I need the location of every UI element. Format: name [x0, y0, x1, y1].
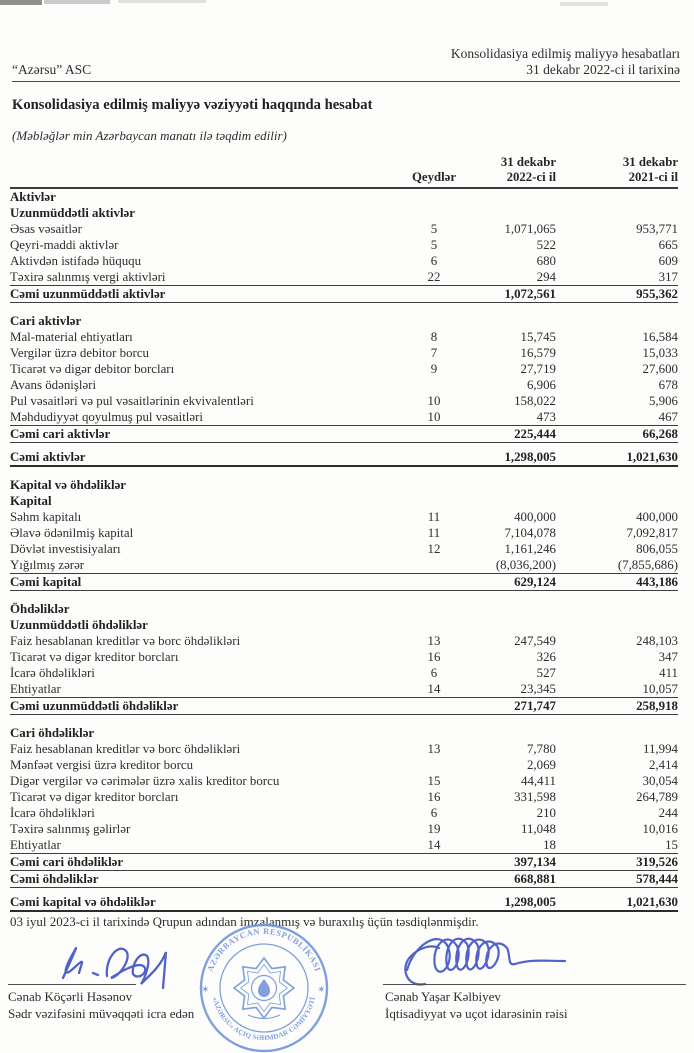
row-value-2022: 11,048 — [521, 822, 556, 836]
year-2021-column-header: 31 dekabr 2021-ci il — [622, 155, 678, 184]
row-value-2022: 271,747 — [514, 699, 556, 713]
row-label: İcarə öhdəlikləri — [10, 806, 95, 820]
row-value-2022: 23,345 — [520, 682, 556, 696]
row-value-2022: (8,036,200) — [495, 558, 556, 572]
table-row — [10, 541, 678, 557]
report-name: Konsolidasiya edilmiş maliyyə hesabatları — [450, 46, 680, 61]
report-header-right — [451, 46, 680, 78]
row-value-2021: 1,021,630 — [626, 895, 678, 909]
row-value-2021: 443,186 — [636, 575, 678, 589]
table-row — [10, 269, 678, 286]
row-value-2022: 1,161,246 — [504, 542, 556, 556]
row-note — [402, 698, 466, 714]
table-row — [10, 345, 678, 361]
signer-right — [385, 988, 568, 1022]
row-label: Cəmi uzunmüddətli aktivlər — [10, 287, 166, 301]
row-note — [402, 854, 466, 870]
row-label: Cəmi kapital və öhdəliklər — [10, 895, 156, 909]
row-note: 19 — [427, 822, 441, 836]
row-value-2021: 16,584 — [642, 330, 678, 344]
row-value-2021 — [556, 313, 678, 329]
row-value-2022 — [466, 313, 556, 329]
row-label: Ehtiyatlar — [10, 838, 61, 852]
row-value-2022 — [466, 205, 556, 221]
row-value-2021: 27,600 — [642, 362, 678, 376]
units-note: (Məbləğlər min Azərbaycan manatı ilə təqdim edilir) — [12, 128, 287, 143]
year-2022-column-header: 31 dekabr 2022-ci il — [500, 155, 556, 184]
row-label: Kapital — [10, 494, 52, 508]
row-value-2021 — [556, 493, 678, 509]
row-label: Dövlət investisiyaları — [10, 542, 121, 556]
row-note: 11 — [427, 510, 441, 524]
table-row — [10, 189, 678, 205]
row-note: 5 — [430, 238, 438, 252]
row-value-2021: 347 — [658, 650, 678, 664]
row-value-2022 — [466, 493, 556, 509]
row-label: Əlavə ödənilmiş kapital — [10, 526, 134, 540]
row-value-2021: 665 — [658, 238, 678, 252]
row-label: Qeyri-maddi aktivlər — [10, 238, 119, 252]
table-row — [10, 633, 678, 649]
row-value-2022: 16,579 — [520, 346, 556, 360]
company-name: “Azərsu” ASC — [12, 62, 92, 77]
approval-note: 03 iyul 2023-ci il tarixində Qrupun adından imzalanmış və buraxılış üçün təsdiqlənmişdir. — [10, 914, 479, 929]
table-row — [10, 789, 678, 805]
row-note — [402, 574, 466, 590]
row-note: 8 — [430, 330, 438, 344]
row-note — [402, 189, 466, 205]
row-value-2021 — [556, 189, 678, 205]
row-label: Uzunmüddətli aktivlər — [10, 206, 135, 220]
row-note — [402, 493, 466, 509]
row-label: Cari öhdəliklər — [10, 726, 95, 740]
row-value-2021: 467 — [658, 410, 678, 424]
table-row — [10, 509, 678, 525]
row-value-2022: 473 — [536, 410, 556, 424]
row-note — [402, 477, 466, 493]
table-spacer — [10, 467, 678, 477]
row-value-2021 — [556, 477, 678, 493]
row-value-2022: 326 — [536, 650, 556, 664]
row-label: Faiz hesablanan kreditlər və borc öhdəlikləri — [10, 742, 241, 756]
row-note — [402, 286, 466, 302]
row-note — [402, 894, 466, 910]
row-value-2022: 7,104,078 — [504, 526, 556, 540]
row-label: Əsas vəsaitlər — [10, 222, 82, 236]
row-value-2022 — [466, 601, 556, 617]
row-note: 9 — [430, 362, 438, 376]
row-value-2022: 1,298,005 — [504, 450, 556, 464]
row-value-2022: 400,000 — [514, 510, 556, 524]
stamp-separator-right: ✶ — [318, 985, 325, 994]
row-label: Yığılmış zərər — [10, 558, 85, 572]
row-value-2022: 7,780 — [526, 742, 556, 756]
table-row — [10, 821, 678, 837]
signature-line — [383, 984, 686, 985]
row-value-2021: 319,526 — [636, 855, 678, 869]
row-value-2021: 578,444 — [636, 872, 678, 886]
scan-artifact — [0, 0, 42, 5]
row-label: Mənfəət vergisi üzrə kreditor borcu — [10, 758, 194, 772]
row-value-2021: 7,092,817 — [626, 526, 678, 540]
official-stamp-icon — [198, 922, 330, 1053]
row-note: 10 — [427, 394, 441, 408]
report-date: 31 dekabr 2022-ci il tarixinə — [526, 62, 680, 77]
row-label: İcarə öhdəlikləri — [10, 666, 95, 680]
stamp-text-top: AZƏRBAYCAN RESPUBLİKASI — [205, 926, 323, 973]
row-value-2021: 609 — [658, 254, 678, 268]
scan-artifact — [118, 0, 206, 3]
table-row — [10, 361, 678, 377]
table-header — [10, 155, 678, 189]
table-spacer — [10, 591, 678, 601]
stamp-text-bottom: «AZƏRSU» AÇIQ SƏHMDAR CƏMİYYƏTİ — [210, 996, 318, 1043]
table-row — [10, 601, 678, 617]
signer-name: Cənab Yaşar Kəlbiyev — [385, 989, 501, 1004]
statement-title: Konsolidasiya edilmiş maliyyə vəziyyəti haqqında hesabat — [12, 97, 373, 113]
row-value-2021: 317 — [658, 270, 678, 284]
row-label: Cəmi cari aktivlər — [10, 427, 111, 441]
row-label: Cəmi uzunmüddətli öhdəliklər — [10, 699, 179, 713]
table-row — [10, 805, 678, 821]
row-label: Kapital və öhdəliklər — [10, 478, 127, 492]
row-note — [402, 617, 466, 633]
scan-artifact — [44, 0, 110, 4]
table-row — [10, 837, 678, 854]
row-note: 6 — [430, 254, 438, 268]
row-label: Avans ödənişləri — [10, 378, 97, 392]
row-value-2021: 953,771 — [636, 222, 678, 236]
row-value-2022: 247,549 — [514, 634, 556, 648]
row-note: 11 — [427, 526, 441, 540]
row-value-2022: 1,071,065 — [504, 222, 556, 236]
row-value-2021: 10,016 — [642, 822, 678, 836]
row-label: Cəmi aktivlər — [10, 450, 86, 464]
row-value-2021 — [556, 601, 678, 617]
row-note: 6 — [430, 806, 438, 820]
row-value-2021: 30,054 — [642, 774, 678, 788]
table-row — [10, 377, 678, 393]
row-value-2021: 955,362 — [636, 287, 678, 301]
row-value-2022: 27,719 — [520, 362, 556, 376]
row-note — [402, 205, 466, 221]
table-row — [10, 329, 678, 345]
row-note — [402, 601, 466, 617]
row-note — [402, 871, 466, 887]
table-row — [10, 871, 678, 888]
table-row — [10, 393, 678, 409]
row-value-2021: 5,906 — [648, 394, 678, 408]
svg-text:AZƏRBAYCAN RESPUBLİKASI — [206, 927, 323, 973]
row-value-2022: 294 — [536, 270, 556, 284]
table-body — [10, 189, 678, 912]
table-spacer — [10, 715, 678, 725]
row-value-2022: 6,906 — [526, 378, 556, 392]
document-header — [12, 46, 680, 82]
row-label: Cari aktivlər — [10, 314, 82, 328]
row-value-2022: 522 — [536, 238, 556, 252]
row-value-2022 — [466, 477, 556, 493]
row-value-2021: 2,414 — [648, 758, 678, 772]
row-value-2022: 397,134 — [514, 855, 556, 869]
row-note — [402, 377, 466, 393]
table-row — [10, 698, 678, 715]
table-row — [10, 854, 678, 871]
table-spacer — [10, 303, 678, 313]
row-note: 16 — [427, 790, 441, 804]
row-value-2021: 400,000 — [636, 510, 678, 524]
table-row — [10, 253, 678, 269]
table-row — [10, 757, 678, 773]
row-label: Cəmi kapital — [10, 575, 82, 589]
table-row — [10, 617, 678, 633]
row-label: Öhdəliklər — [10, 602, 70, 616]
row-value-2021: 66,268 — [642, 427, 678, 441]
row-note — [402, 426, 466, 442]
row-value-2022: 1,298,005 — [504, 895, 556, 909]
row-note: 15 — [427, 774, 441, 788]
row-label: Ticarət və digər kreditor borcları — [10, 650, 179, 664]
row-value-2022: 225,444 — [514, 427, 556, 441]
table-row — [10, 313, 678, 329]
table-row — [10, 649, 678, 665]
row-label: Təxirə salınmış gəlirlər — [10, 822, 131, 836]
table-row — [10, 725, 678, 741]
signature-line — [8, 984, 136, 985]
row-label: Digər vergilər və cərimələr üzrə xalis kreditor borcu — [10, 774, 280, 788]
row-note: 14 — [427, 682, 441, 696]
row-note: 7 — [430, 346, 438, 360]
row-note: 13 — [427, 634, 441, 648]
row-value-2021: 10,057 — [642, 682, 678, 696]
row-value-2022: 629,124 — [514, 575, 556, 589]
row-note: 5 — [430, 222, 438, 236]
table-row — [10, 681, 678, 698]
row-label: Təxirə salınmış vergi aktivləri — [10, 270, 166, 284]
row-label: Ehtiyatlar — [10, 682, 61, 696]
row-value-2021: 11,994 — [643, 742, 678, 756]
row-note: 10 — [427, 410, 441, 424]
row-note: 6 — [430, 666, 438, 680]
row-label: Ticarət və digər debitor borcları — [10, 362, 175, 376]
row-label: Cəmi cari öhdəliklər — [10, 855, 124, 869]
table-row — [10, 525, 678, 541]
signer-name: Cənab Köçərli Həsənov — [8, 989, 133, 1004]
row-value-2022: 18 — [543, 838, 556, 852]
row-value-2022: 527 — [536, 666, 556, 680]
row-value-2021: 258,918 — [636, 699, 678, 713]
table-row — [10, 449, 678, 467]
row-label: Faiz hesablanan kreditlər və borc öhdəlikləri — [10, 634, 241, 648]
table-row — [10, 574, 678, 591]
row-note — [402, 725, 466, 741]
row-label: Səhm kapitalı — [10, 510, 82, 524]
row-value-2021: 806,055 — [636, 542, 678, 556]
row-note — [402, 313, 466, 329]
row-value-2022: 680 — [536, 254, 556, 268]
row-value-2021: 244 — [658, 806, 678, 820]
row-value-2022: 1,072,561 — [504, 287, 556, 301]
row-label: Aktivdən istifadə hüququ — [10, 254, 142, 268]
row-value-2021: 411 — [659, 666, 678, 680]
signature-right-icon — [395, 922, 625, 997]
table-row — [10, 557, 678, 574]
financial-table — [10, 155, 678, 912]
row-note — [402, 557, 466, 573]
row-value-2021: 248,103 — [636, 634, 678, 648]
row-value-2021: 1,021,630 — [626, 450, 678, 464]
row-note — [402, 757, 466, 773]
row-note: 13 — [427, 742, 441, 756]
row-value-2022: 668,881 — [514, 872, 556, 886]
row-value-2022: 15,745 — [520, 330, 556, 344]
row-value-2021 — [556, 617, 678, 633]
table-row — [10, 493, 678, 509]
row-value-2021: 264,789 — [636, 790, 678, 804]
row-label: Uzunmüddətli öhdəliklər — [10, 618, 148, 632]
row-value-2021: 678 — [658, 378, 678, 392]
table-row — [10, 773, 678, 789]
table-row — [10, 894, 678, 912]
row-value-2022: 44,411 — [521, 774, 556, 788]
row-value-2022 — [466, 617, 556, 633]
row-value-2022: 2,069 — [526, 758, 556, 772]
row-label: Aktivlər — [10, 190, 56, 204]
row-value-2021: (7,855,686) — [617, 558, 678, 572]
row-note: 14 — [427, 838, 441, 852]
row-value-2022 — [466, 189, 556, 205]
table-row — [10, 426, 678, 443]
row-note: 22 — [427, 270, 441, 284]
row-value-2022: 158,022 — [514, 394, 556, 408]
row-label: Cəmi öhdəliklər — [10, 872, 99, 886]
table-row — [10, 237, 678, 253]
signer-title: İqtisadiyyat və uçot idarəsinin rəisi — [385, 1006, 568, 1021]
table-row — [10, 286, 678, 303]
row-value-2021 — [556, 725, 678, 741]
flame-emblem-icon — [258, 979, 270, 997]
signer-left — [8, 988, 194, 1022]
row-value-2022 — [466, 725, 556, 741]
table-row — [10, 665, 678, 681]
row-value-2021: 15 — [665, 838, 678, 852]
row-label: Məhdudiyyət qoyulmuş pul vəsaitləri — [10, 410, 203, 424]
signer-title: Sədr vəzifəsini müvəqqəti icra edən — [8, 1006, 195, 1021]
table-row — [10, 409, 678, 426]
row-label: Mal-material ehtiyatları — [10, 330, 133, 344]
row-label: Pul vəsaitləri və pul vəsaitlərinin ekvivalentləri — [10, 394, 254, 408]
row-value-2022: 210 — [536, 806, 556, 820]
row-note: 16 — [427, 650, 441, 664]
scan-artifact — [560, 2, 608, 6]
table-row — [10, 477, 678, 493]
stamp-separator-left: ✶ — [202, 985, 209, 994]
row-value-2021: 15,033 — [642, 346, 678, 360]
table-row — [10, 741, 678, 757]
row-note — [402, 449, 466, 465]
row-value-2022: 331,598 — [514, 790, 556, 804]
table-row — [10, 205, 678, 221]
row-label: Vergilər üzrə debitor borcu — [10, 346, 149, 360]
row-value-2021 — [556, 205, 678, 221]
notes-column-header: Qeydlər — [411, 170, 457, 184]
table-row — [10, 221, 678, 237]
row-label: Ticarət və digər kreditor borcları — [10, 790, 179, 804]
row-note: 12 — [427, 542, 441, 556]
